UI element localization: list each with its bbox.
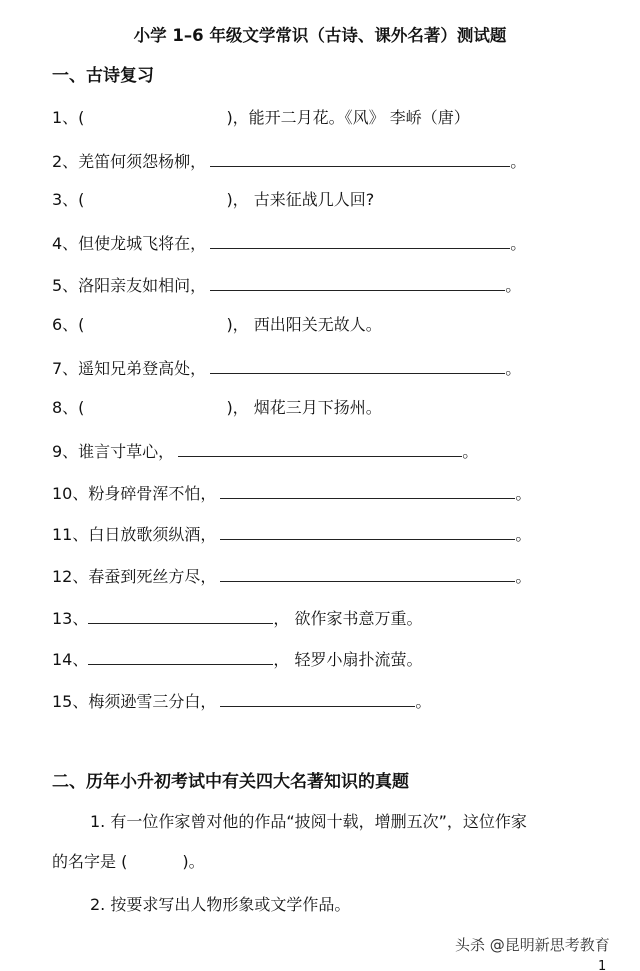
section2-q1-line1: 1. 有一位作家曾对他的作品“披阅十载，增删五次”，这位作家 — [90, 812, 527, 831]
question-text: 14、 — [52, 650, 89, 669]
question-7 — [52, 357, 521, 379]
page-number: 1 — [598, 959, 607, 971]
question-text: 。 — [415, 692, 432, 711]
question-3 — [52, 190, 374, 210]
watermark: 头杀 @昆明新思考教育 — [455, 936, 610, 954]
question-text: 。 — [510, 152, 527, 171]
question-text: )，能开二月花。《风》 李峤（唐） — [226, 108, 470, 127]
section2-q2: 2. 按要求写出人物形象或文学作品。 — [90, 895, 351, 914]
answer-blank[interactable] — [210, 232, 510, 249]
answer-blank[interactable] — [220, 690, 415, 707]
answer-blank[interactable] — [220, 482, 515, 499]
page-title: 小学 1–6 年级文学常识（古诗、课外名著）测试题 — [133, 26, 507, 45]
question-text: 10、粉身碎骨浑不怕， — [52, 484, 217, 503]
question-text: 3、( — [52, 190, 85, 209]
question-9 — [52, 440, 478, 462]
question-text: 2、羌笛何须怨杨柳， — [52, 152, 207, 171]
question-6 — [52, 315, 382, 335]
question-2 — [52, 150, 526, 172]
question-text: 13、 — [52, 609, 89, 628]
question-text: 8、( — [52, 398, 85, 417]
question-text: 。 — [462, 442, 479, 461]
question-text: 5、洛阳亲友如相问， — [52, 276, 207, 295]
question-text: 7、遥知兄弟登高处， — [52, 359, 207, 378]
answer-blank[interactable] — [210, 357, 505, 374]
question-text: 。 — [515, 484, 532, 503]
question-8 — [52, 398, 382, 418]
question-text: )， 古来征战几人回? — [226, 190, 375, 209]
section1-heading: 一、古诗复习 — [52, 66, 154, 86]
question-1 — [52, 108, 470, 128]
question-text: 。 — [515, 567, 532, 586]
question-text: 1、( — [52, 108, 85, 127]
question-text: 。 — [505, 359, 522, 378]
question-text: 11、白日放歌须纵酒， — [52, 525, 217, 544]
question-15 — [52, 690, 431, 712]
question-5 — [52, 274, 521, 296]
question-text: )， 西出阳关无故人。 — [226, 315, 382, 334]
question-10 — [52, 482, 531, 504]
section2-q1-line2 — [52, 852, 205, 872]
question-text: )。 — [182, 852, 205, 871]
question-text: 。 — [505, 276, 522, 295]
answer-blank[interactable] — [210, 150, 510, 167]
question-text: 。 — [510, 234, 527, 253]
answer-blank[interactable] — [88, 648, 273, 665]
question-4 — [52, 232, 526, 254]
answer-blank[interactable] — [88, 607, 273, 624]
question-11 — [52, 523, 531, 545]
answer-blank[interactable] — [220, 565, 515, 582]
question-text: ， 轻罗小扇扑流萤。 — [273, 650, 423, 669]
question-text: 的名字是 ( — [52, 852, 128, 871]
question-text: 4、但使龙城飞将在， — [52, 234, 207, 253]
question-text: 15、梅须逊雪三分白， — [52, 692, 217, 711]
question-12 — [52, 565, 531, 587]
answer-blank[interactable] — [220, 523, 515, 540]
question-text: ， 欲作家书意万重。 — [273, 609, 423, 628]
question-13 — [52, 607, 422, 629]
question-text: 。 — [515, 525, 532, 544]
question-14 — [52, 648, 422, 670]
question-text: 6、( — [52, 315, 85, 334]
question-text: )， 烟花三月下扬州。 — [226, 398, 382, 417]
question-text: 12、春蚕到死丝方尽， — [52, 567, 217, 586]
question-text: 9、谁言寸草心， — [52, 442, 175, 461]
answer-blank[interactable] — [210, 274, 505, 291]
answer-blank[interactable] — [178, 440, 462, 457]
section2-heading: 二、历年小升初考试中有关四大名著知识的真题 — [52, 772, 409, 792]
